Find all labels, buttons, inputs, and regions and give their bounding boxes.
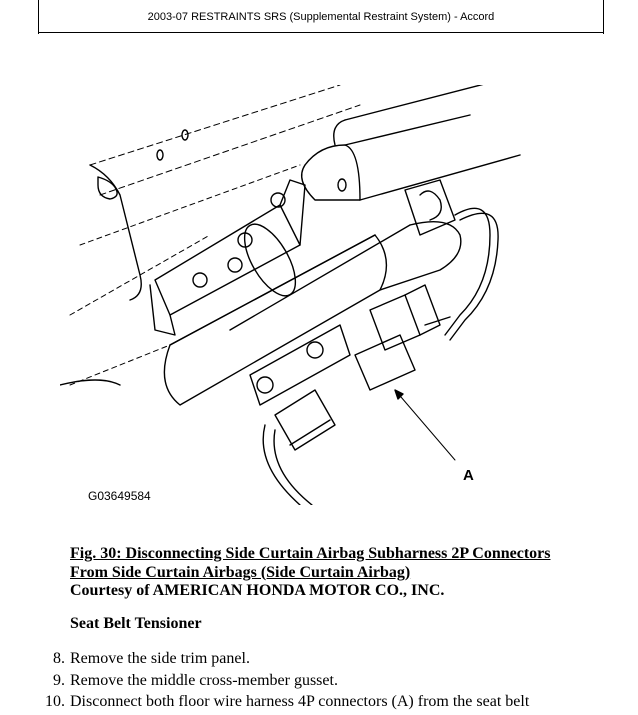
list-item	[0, 670, 529, 692]
procedure-steps	[0, 648, 529, 713]
section-heading: Seat Belt Tensioner	[70, 615, 202, 632]
caption-line-1: Fig. 30: Disconnecting Side Curtain Airbag Subharness 2P Connectors	[70, 545, 551, 562]
step-number: 10.	[45, 693, 65, 710]
page-header	[38, 0, 604, 33]
header-title: 2003-07 RESTRAINTS SRS (Supplemental Restraint System) - Accord	[147, 11, 495, 23]
step-text: Remove the side trim panel.	[70, 650, 250, 667]
caption-line-2: From Side Curtain Airbags (Side Curtain Airbag)	[70, 563, 411, 581]
list-item	[0, 648, 529, 670]
step-text: Remove the middle cross-member gusset.	[70, 671, 338, 689]
list-item	[0, 691, 529, 713]
step-number: 9.	[53, 671, 65, 689]
figure-image-id: G03649584	[88, 489, 151, 503]
step-number: 8.	[53, 650, 65, 667]
figure-caption	[70, 545, 610, 601]
step-text: Disconnect both floor wire harness 4P connectors (A) from the seat belt	[70, 693, 530, 710]
caption-credit: Courtesy of AMERICAN HONDA MOTOR CO., INC.	[70, 582, 445, 599]
airbag-connector-diagram	[60, 85, 560, 505]
callout-label-a: A	[463, 467, 474, 484]
